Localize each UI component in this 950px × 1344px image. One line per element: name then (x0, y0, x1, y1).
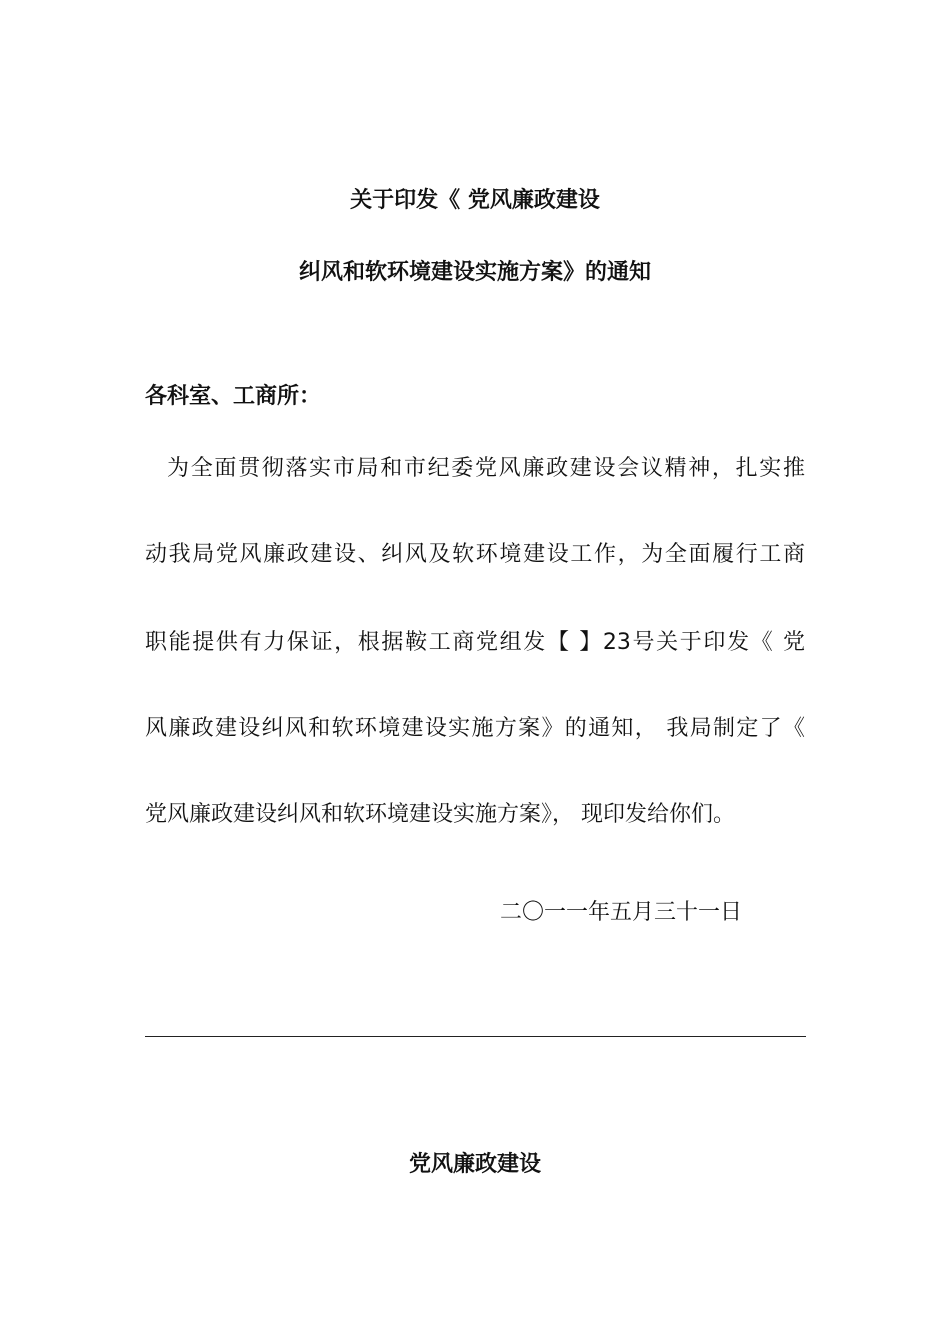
section-title: 党风廉政建设 (408, 1152, 541, 1177)
notice-title-line-2: 纠风和软环境建设实施方案》的通知 (298, 260, 651, 285)
salutation: 各科室、工商所： (145, 384, 322, 409)
body-line-2: 动我局党风廉政建设、纠风及软环境建设工作，为全面履行工商 (145, 542, 805, 567)
body-line-3: 职能提供有力保证，根据鞍工商党组发【 】23号关于印发《 党 (145, 630, 805, 655)
notice-title-line-1: 关于印发《 党风廉政建设 (350, 188, 600, 213)
issue-date: 二〇一一年五月三十一日 (500, 900, 743, 925)
body-line-1: 为全面贯彻落实市局和市纪委党风廉政建设会议精神，扎实推 (167, 456, 805, 481)
body-line-4: 风廉政建设纠风和软环境建设实施方案》的通知， 我局制定了《 (145, 716, 805, 741)
section-divider (145, 1036, 806, 1037)
body-line-5: 党风廉政建设纠风和软环境建设实施方案》， 现印发给你们。 (145, 802, 735, 827)
